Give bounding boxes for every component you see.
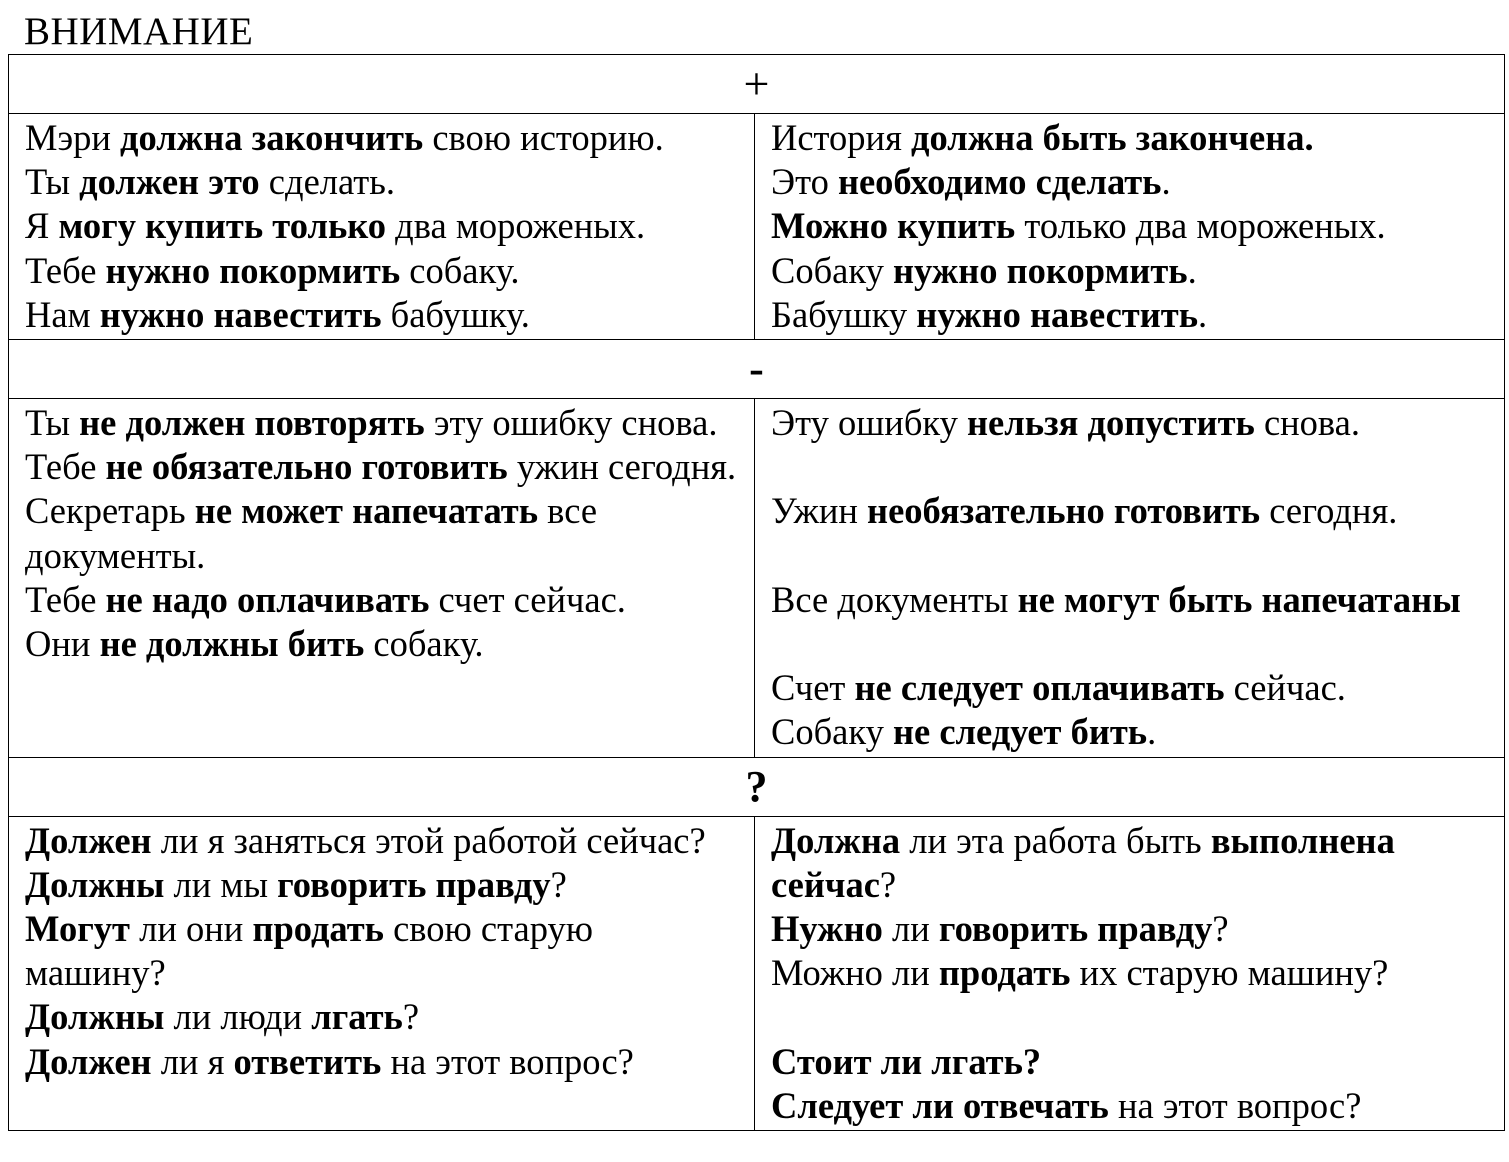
bold-fragment: не могут быть напечатаны — [1017, 578, 1461, 620]
sentence — [25, 489, 740, 577]
bold-fragment: не должен повторять — [79, 402, 425, 444]
text-fragment: счет сейчас. — [429, 578, 626, 620]
bold-fragment: должна закончить — [120, 117, 424, 158]
bold-fragment: не следует оплачивать — [854, 667, 1225, 709]
text-fragment: Собаку — [771, 711, 893, 753]
text-fragment: только два мороженых. — [1015, 205, 1386, 247]
sentence — [25, 995, 740, 1039]
text-fragment: . — [1147, 711, 1157, 753]
page-title: ВНИМАНИЕ — [24, 10, 254, 53]
bold-fragment: нужно покормить — [892, 249, 1188, 291]
text-fragment: Ты — [25, 402, 80, 444]
text-fragment: бабушку. — [381, 293, 530, 335]
text-fragment: все документы. — [25, 490, 598, 576]
bold-fragment: не надо оплачивать — [105, 578, 430, 620]
text-fragment: . — [1161, 161, 1171, 203]
text-fragment: ли я заняться этой работой сейчас? — [151, 819, 706, 861]
text-fragment: ? — [550, 863, 567, 905]
text-fragment: собаку. — [400, 249, 520, 291]
text-fragment: ? — [402, 996, 420, 1038]
sentence — [25, 622, 740, 666]
sentence — [771, 951, 1490, 1039]
text-fragment: ли они — [129, 908, 253, 949]
bold-fragment: Должен — [25, 1040, 152, 1082]
bold-fragment: Должны — [25, 863, 165, 905]
text-fragment: Тебе — [25, 446, 106, 488]
text-fragment: снова. — [1254, 402, 1360, 444]
text-fragment: История — [771, 117, 911, 158]
bold-fragment: необязательно готовить — [867, 490, 1261, 532]
sentence — [25, 445, 740, 489]
text-fragment: Тебе — [25, 578, 106, 620]
text-fragment: Я — [25, 205, 59, 247]
bold-fragment: могу купить только — [58, 205, 387, 247]
bold-fragment: Нужно — [771, 907, 883, 949]
bold-fragment: не может напечатать — [194, 490, 539, 532]
modal-sentences-cell — [9, 114, 755, 340]
section-header-row — [9, 55, 1505, 114]
text-fragment: свою историю. — [423, 117, 664, 158]
sentence — [771, 578, 1490, 666]
sentence — [25, 293, 740, 337]
bold-fragment: продать — [938, 952, 1071, 994]
sentence — [25, 1040, 740, 1084]
sentence — [25, 160, 740, 204]
bold-fragment: Должна — [771, 819, 901, 861]
bold-fragment: выполнена сейчас — [771, 819, 1395, 905]
bold-fragment: необходимо сделать — [837, 161, 1162, 203]
text-fragment: Все документы — [771, 578, 1018, 620]
text-fragment: ужин сегодня. — [507, 446, 737, 488]
bold-fragment: нужно покормить — [105, 249, 401, 291]
bold-fragment: Должны — [25, 996, 165, 1038]
sentence — [771, 1040, 1490, 1084]
sentence — [771, 489, 1490, 577]
sentence — [25, 116, 740, 160]
sentence — [25, 401, 740, 445]
text-fragment: сделать. — [259, 161, 395, 203]
text-fragment: Секретарь — [25, 490, 195, 532]
sentence — [771, 819, 1490, 907]
bold-fragment: нужно навестить — [916, 293, 1198, 335]
section-body-row — [9, 816, 1505, 1130]
bold-fragment: Могут — [25, 908, 130, 949]
text-fragment: Ты — [25, 161, 80, 203]
text-fragment: сегодня. — [1260, 490, 1398, 532]
section-body-row — [9, 114, 1505, 340]
sentence — [25, 204, 740, 248]
text-fragment: ли мы — [164, 863, 278, 905]
text-fragment: на этот вопрос? — [1108, 1084, 1362, 1126]
sentence — [771, 204, 1490, 248]
text-fragment: . — [1198, 293, 1208, 335]
modal-sentences-cell — [9, 399, 755, 758]
sentence — [771, 907, 1490, 951]
text-fragment: Собаку — [771, 249, 893, 291]
bold-fragment: говорить правду — [277, 863, 551, 905]
text-fragment: Можно ли — [771, 952, 939, 994]
text-fragment: два мороженых. — [386, 205, 646, 247]
text-fragment: Эту ошибку — [771, 402, 967, 444]
section-header-row — [9, 757, 1505, 816]
impersonal-sentences-cell — [755, 816, 1505, 1130]
bold-fragment: продать — [252, 908, 384, 949]
text-fragment: свою старую машину? — [25, 908, 594, 994]
bold-fragment: говорить правду — [938, 907, 1213, 949]
sentence — [771, 116, 1490, 160]
text-fragment: Они — [25, 623, 100, 665]
bold-fragment: Должен — [25, 819, 152, 861]
text-fragment: эту ошибку снова. — [424, 402, 718, 444]
text-fragment: Счет — [771, 667, 855, 709]
bold-fragment: нельзя допустить — [967, 402, 1255, 444]
bold-fragment: Следует ли отвечать — [771, 1084, 1109, 1126]
sentence — [771, 160, 1490, 204]
bold-fragment: должна быть закончена. — [910, 117, 1314, 158]
bold-fragment: Можно купить — [771, 205, 1016, 247]
section-symbol-affirmative: + — [9, 55, 1505, 114]
text-fragment: ? — [879, 863, 897, 905]
sentence — [771, 666, 1490, 710]
bold-fragment: лгать — [311, 996, 403, 1038]
section-symbol-negative: - — [9, 340, 1505, 399]
impersonal-sentences-cell — [755, 114, 1505, 340]
text-fragment: ли я — [151, 1040, 234, 1082]
sentence — [771, 1084, 1490, 1128]
text-fragment: ? — [1212, 907, 1229, 949]
bold-fragment: ответить — [233, 1040, 382, 1082]
text-fragment: ли — [882, 907, 939, 949]
sentence — [771, 710, 1490, 754]
text-fragment: . — [1187, 249, 1197, 291]
section-body-row — [9, 399, 1505, 758]
bold-fragment: нужно навестить — [99, 293, 382, 335]
section-symbol-question: ? — [9, 757, 1505, 816]
text-fragment: Ужин — [771, 490, 868, 532]
sentence — [25, 249, 740, 293]
sentence — [771, 401, 1490, 489]
text-fragment: собаку. — [364, 623, 484, 665]
bold-fragment: Стоит ли лгать? — [771, 1040, 1042, 1082]
modal-sentences-cell — [9, 816, 755, 1130]
text-fragment: на этот вопрос? — [381, 1040, 634, 1082]
sentence — [25, 863, 740, 907]
sentence — [771, 249, 1490, 293]
text-fragment: Мэри — [25, 117, 121, 158]
grammar-table — [8, 54, 1505, 1131]
sentence — [25, 907, 740, 995]
text-fragment: Тебе — [25, 249, 106, 291]
text-fragment: их старую машину? — [1070, 952, 1389, 994]
bold-fragment: должен это — [79, 161, 260, 203]
bold-fragment: не должны бить — [99, 623, 365, 665]
sentence — [25, 578, 740, 622]
text-fragment: ли люди — [164, 996, 312, 1038]
text-fragment: Бабушку — [771, 293, 917, 335]
bold-fragment: не обязательно готовить — [105, 446, 508, 488]
section-header-row — [9, 340, 1505, 399]
sentence — [771, 293, 1490, 337]
bold-fragment: не следует бить — [892, 711, 1148, 753]
text-fragment: сейчас. — [1224, 667, 1346, 709]
text-fragment: Нам — [25, 293, 100, 335]
text-fragment: ли эта работа быть — [900, 819, 1211, 861]
impersonal-sentences-cell — [755, 399, 1505, 758]
text-fragment: Это — [771, 161, 838, 203]
sentence — [25, 819, 740, 863]
